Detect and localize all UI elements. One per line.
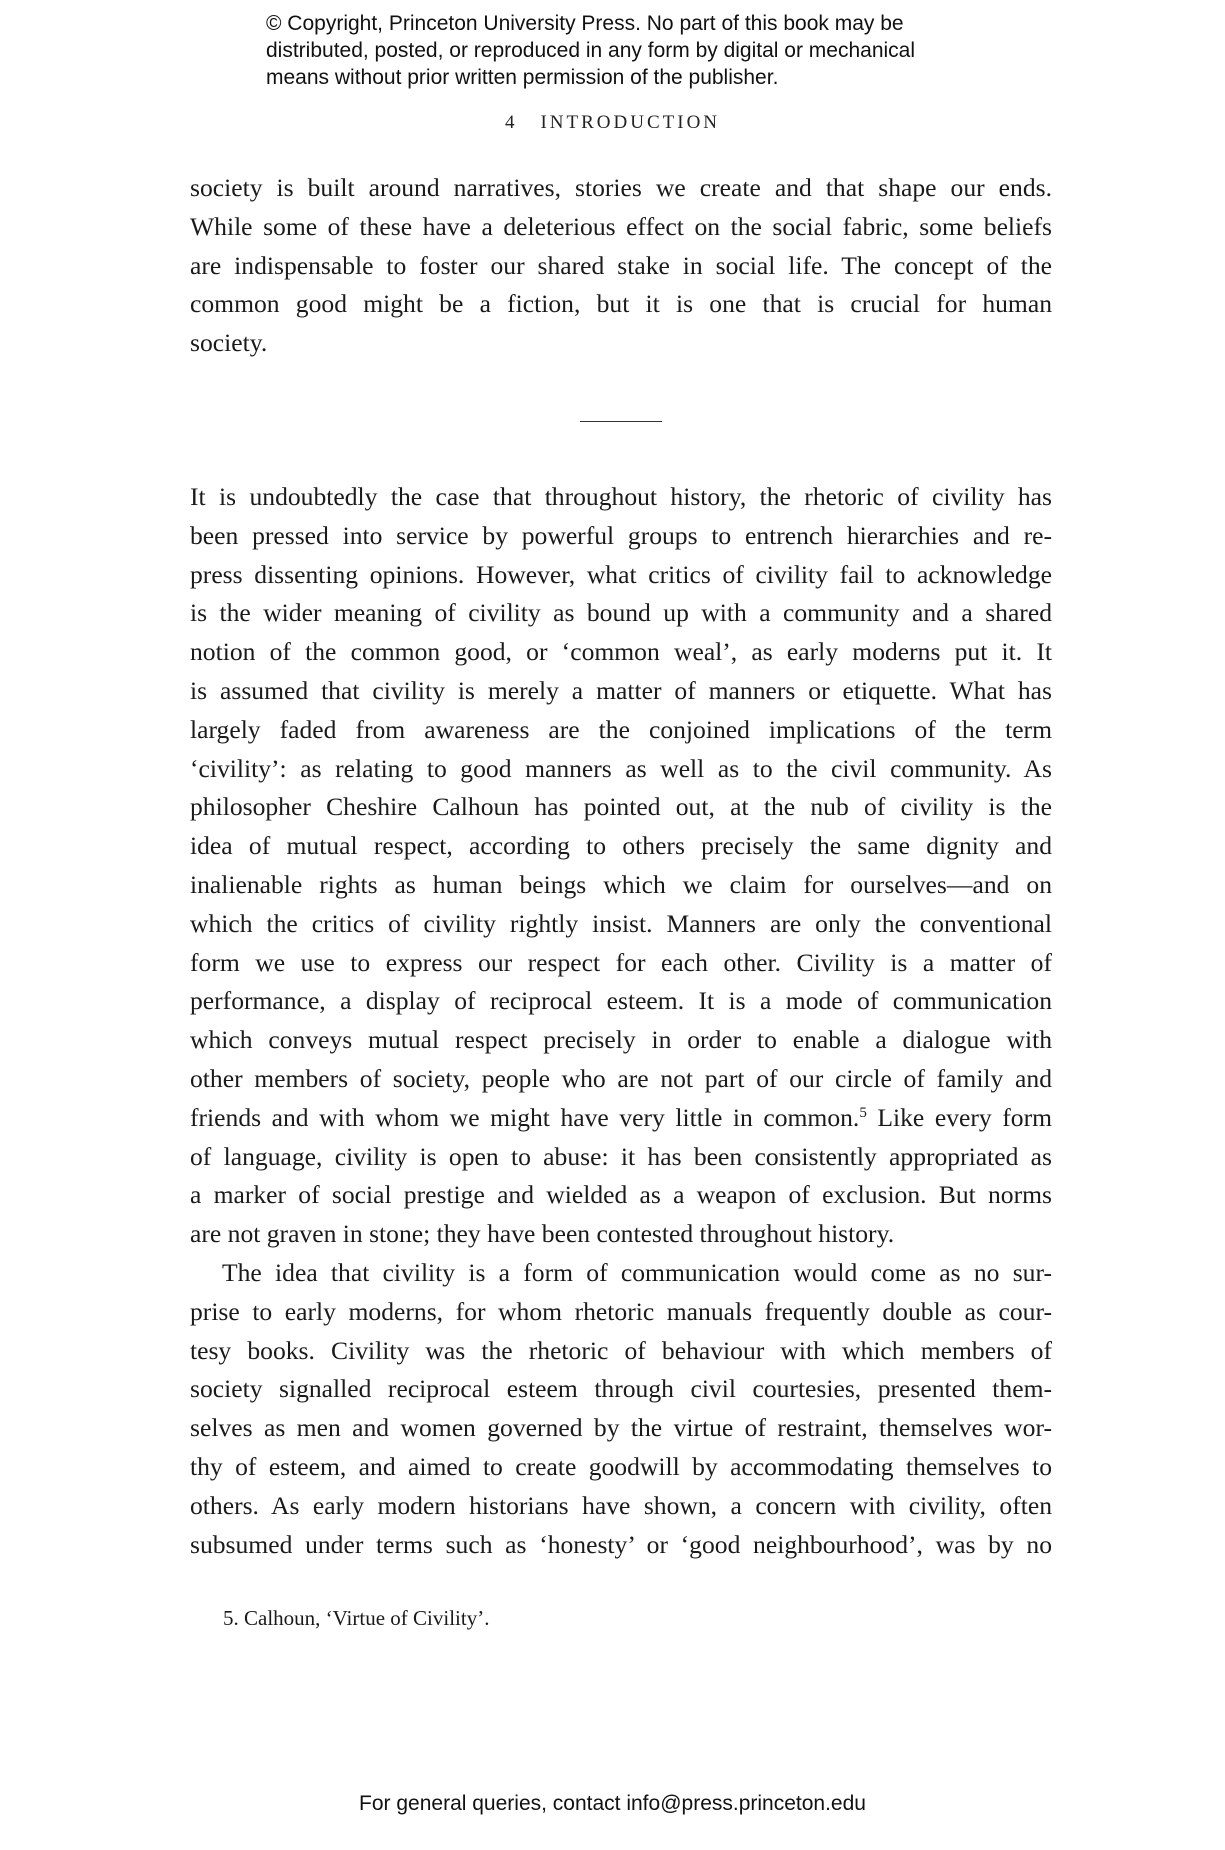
text-line: press dissenting opinions. However, what critics of civility fail to acknowledge [190, 559, 1052, 589]
section-divider [580, 421, 662, 422]
page-number: 4 [504, 112, 515, 133]
text-line: of language, civility is open to abuse: it has been consistently appropriated as [190, 1141, 1052, 1171]
text-line: society signalled reciprocal esteem through civil courtesies, presented them- [190, 1374, 1052, 1404]
text-line: ‘civility’: as relating to good manners as well as to the civil community. As [190, 753, 1052, 783]
text-line: The idea that civility is a form of communication would come as no sur- [222, 1257, 1052, 1287]
copyright-line: distributed, posted, or reproduced in any form by digital or mechanical [266, 39, 916, 62]
text-line: which the critics of civility rightly insist. Manners are only the conventional [190, 908, 1052, 938]
contact-line: For general queries, contact info@press.princeton.edu [359, 1792, 866, 1815]
text-line: selves as men and women governed by the virtue of restraint, themselves wor- [190, 1413, 1052, 1443]
text-line: thy of esteem, and aimed to create goodwill by accommodating themselves to [190, 1451, 1052, 1481]
text-line: others. As early modern historians have shown, a concern with civility, often [190, 1490, 1052, 1520]
text-line: While some of these have a deleterious effect on the social fabric, some beliefs [190, 211, 1052, 241]
text-line: philosopher Cheshire Calhoun has pointed out, at the nub of civility is the [190, 792, 1052, 822]
copyright-line: means without prior written permission of the publisher. [266, 66, 779, 89]
footnote-text: Calhoun, ‘Virtue of Civility’. [238, 1606, 490, 1630]
text-line: subsumed under terms such as ‘honesty’ or ‘good neighbourhood’, was by no [190, 1529, 1052, 1559]
text-line: been pressed into service by powerful groups to entrench hierarchies and re- [190, 520, 1052, 550]
text-line: society is built around narratives, stories we create and that shape our ends. [190, 173, 1052, 202]
text-line: notion of the common good, or ‘common weal’, as early moderns put it. It [190, 637, 1052, 667]
text-line-with-footnote [190, 1099, 1052, 1138]
text-fragment: Like every form [866, 1102, 1052, 1132]
text-line: tesy books. Civility was the rhetoric of behaviour with which members of [190, 1335, 1052, 1365]
footnote-number: 5. [223, 1606, 239, 1630]
text-line: is the wider meaning of civility as bound up with a community and a shared [190, 598, 1052, 628]
copyright-line: © Copyright, Princeton University Press. No part of this book may be [266, 12, 904, 35]
text-line: common good might be a fiction, but it is one that is crucial for human [190, 289, 1052, 319]
text-line: performance, a display of reciprocal esteem. It is a mode of communication [190, 986, 1052, 1016]
text-line: society. [190, 328, 268, 358]
text-line: is assumed that civility is merely a matter of manners or etiquette. What has [190, 675, 1052, 705]
body-text [190, 478, 1052, 1564]
text-line: which conveys mutual respect precisely in order to enable a dialogue with [190, 1025, 1052, 1055]
copyright-notice [266, 10, 1026, 91]
text-line: a marker of social prestige and wielded as a weapon of exclusion. But norms [190, 1180, 1052, 1210]
text-line: other members of society, people who are not part of our circle of family and [190, 1063, 1052, 1093]
text-fragment: friends and with whom we might have very little in common. [190, 1102, 860, 1132]
section-title: INTRODUCTION [540, 112, 721, 133]
text-line: prise to early moderns, for whom rhetoric manuals frequently double as cour- [190, 1296, 1052, 1326]
text-line: are not graven in stone; they have been contested throughout history. [190, 1219, 895, 1249]
text-line: are indispensable to foster our shared stake in social life. The concept of the [190, 250, 1052, 280]
running-head [0, 112, 1225, 134]
text-line: idea of mutual respect, according to others precisely the same dignity and [190, 831, 1052, 861]
text-line: form we use to express our respect for each other. Civility is a matter of [190, 947, 1052, 977]
text-line: It is undoubtedly the case that throughout history, the rhetoric of civility has [190, 482, 1052, 511]
text-line: largely faded from awareness are the conjoined implications of the term [190, 714, 1052, 744]
text-line: inalienable rights as human beings which we claim for ourselves—and on [190, 869, 1052, 899]
footnote-reference[interactable]: 5 [859, 1104, 867, 1121]
paragraph-top [190, 169, 1052, 363]
footnote [223, 1606, 489, 1631]
